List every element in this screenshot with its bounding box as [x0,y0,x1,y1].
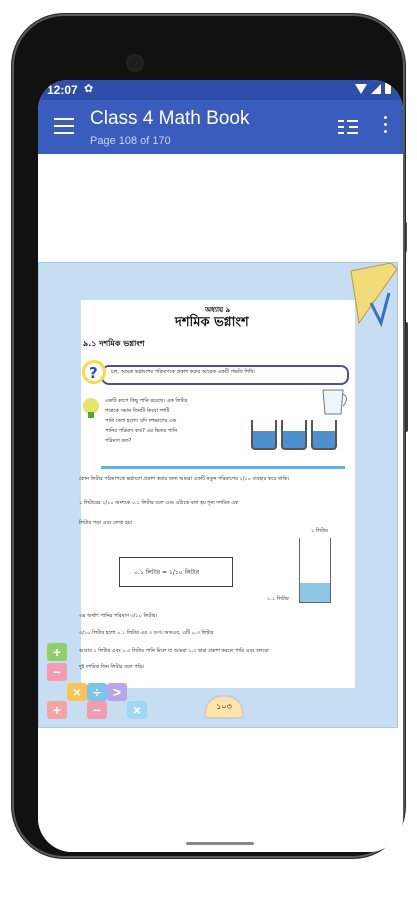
page-indicator: Page 108 of 170 [90,135,171,147]
cylinder-bottom-label: ০.১ লিটার [267,596,289,602]
cube-minus: − [87,701,107,719]
paragraph-5a: আবার ২ লিটার এবং ০.৩ লিটার পানি মিলে যা আমরা ২.৩ দ্বারা প্রকাশ করতে পারি এবং বলবো [79,648,269,654]
cube-times: × [67,683,87,701]
math-cubes-decoration [45,643,149,723]
page-number-badge: ১০৩ [204,695,244,719]
more-options-icon[interactable] [381,116,389,138]
intro-line-2: পাত্রকে সমান তিনটি কিংবা দশটি [105,408,170,414]
app-bar [38,100,403,154]
screen [38,80,403,852]
cube-times: × [127,701,147,719]
beaker-image [281,420,307,450]
paragraph-4: ৩/১০ লিটার হলো ০.১ লিটার এর ৩ গুণ। অতএব, এটি ০.৩ লিটার [79,630,214,636]
paragraph-2b: লিটার পড়া এবং লেখা হয়। [79,520,133,526]
question-icon [81,358,107,386]
phone-frame [12,14,405,858]
divider-line [101,466,345,469]
chapter-title: দশমিক ভগ্নাংশ [175,315,249,330]
intro-line-1: একটি কাপে কিছু পানি রয়েছে। এক লিটার [105,398,188,404]
cube-greater: > [107,683,127,701]
app-title: Class 4 Math Book [90,108,250,129]
question-text: চল, আমরা ভগ্নাংশের পরিমাণকে প্রকাশ করার আরেক একটি পদ্ধতি শিখি। [111,369,256,375]
status-bar [38,80,403,100]
status-time: 12:07 [47,83,78,97]
table-of-contents-icon[interactable] [337,117,359,137]
intro-line-5: পরিমাণ কত? [105,438,132,444]
pdf-viewer[interactable] [38,154,403,852]
pdf-page[interactable] [38,262,398,728]
paragraph-2a: ১ লিটারের ১/১০ অংশকে ০.১ লিটার বলে এবং এটাকে বলা হয় শূন্য দশমিক এক [79,500,239,506]
battery-icon [385,83,391,94]
intro-line-3: পানি ঢালা হলো। যদি দশভাগের এক [105,418,177,424]
wifi-icon [355,84,367,94]
signal-icon [371,84,381,94]
hint-icon [81,396,101,420]
cube-plus: + [47,701,67,719]
paragraph-5b: দুই দশমিক তিন লিটার বলে পড়ি। [79,664,145,670]
cube-plus: + [47,643,67,661]
jug-image [317,386,351,422]
cylinder-top-label: ১ লিটার [311,528,328,534]
gesture-bar[interactable] [186,842,254,845]
beaker-image [251,420,277,450]
page-content [81,300,355,688]
beaker-image [311,420,337,450]
cube-minus: − [47,663,67,681]
measuring-cylinder [299,538,331,603]
intro-line-4: পানির পরিমাণ কত? এর ভিতর পানি [105,428,178,434]
front-camera [128,56,142,70]
menu-icon[interactable] [54,118,74,134]
svg-text:?: ? [89,364,98,382]
section-heading: ৯.১ দশমিক ভগ্নাংশ [83,339,145,348]
settings-gear-icon: ✿ [84,83,94,95]
cube-divide: ÷ [87,683,107,701]
paragraph-3: এর অর্থাৎ পানির পরিমাণ ৩/১০ লিটার। [79,613,158,619]
equation-box [119,557,233,587]
paragraph-1: কোন লিটার পরিমাপকে ভগ্নাংশে প্রকাশ করার জন্য আমরা একটি নতুন পরিমাপের ১/১০ ব্যবহার করে থাকি। [79,476,290,482]
equation-text: ০.১ লিটার = ১/১০ লিটার [134,569,200,576]
chapter-label: অধ্যায় ৯ [205,306,231,314]
